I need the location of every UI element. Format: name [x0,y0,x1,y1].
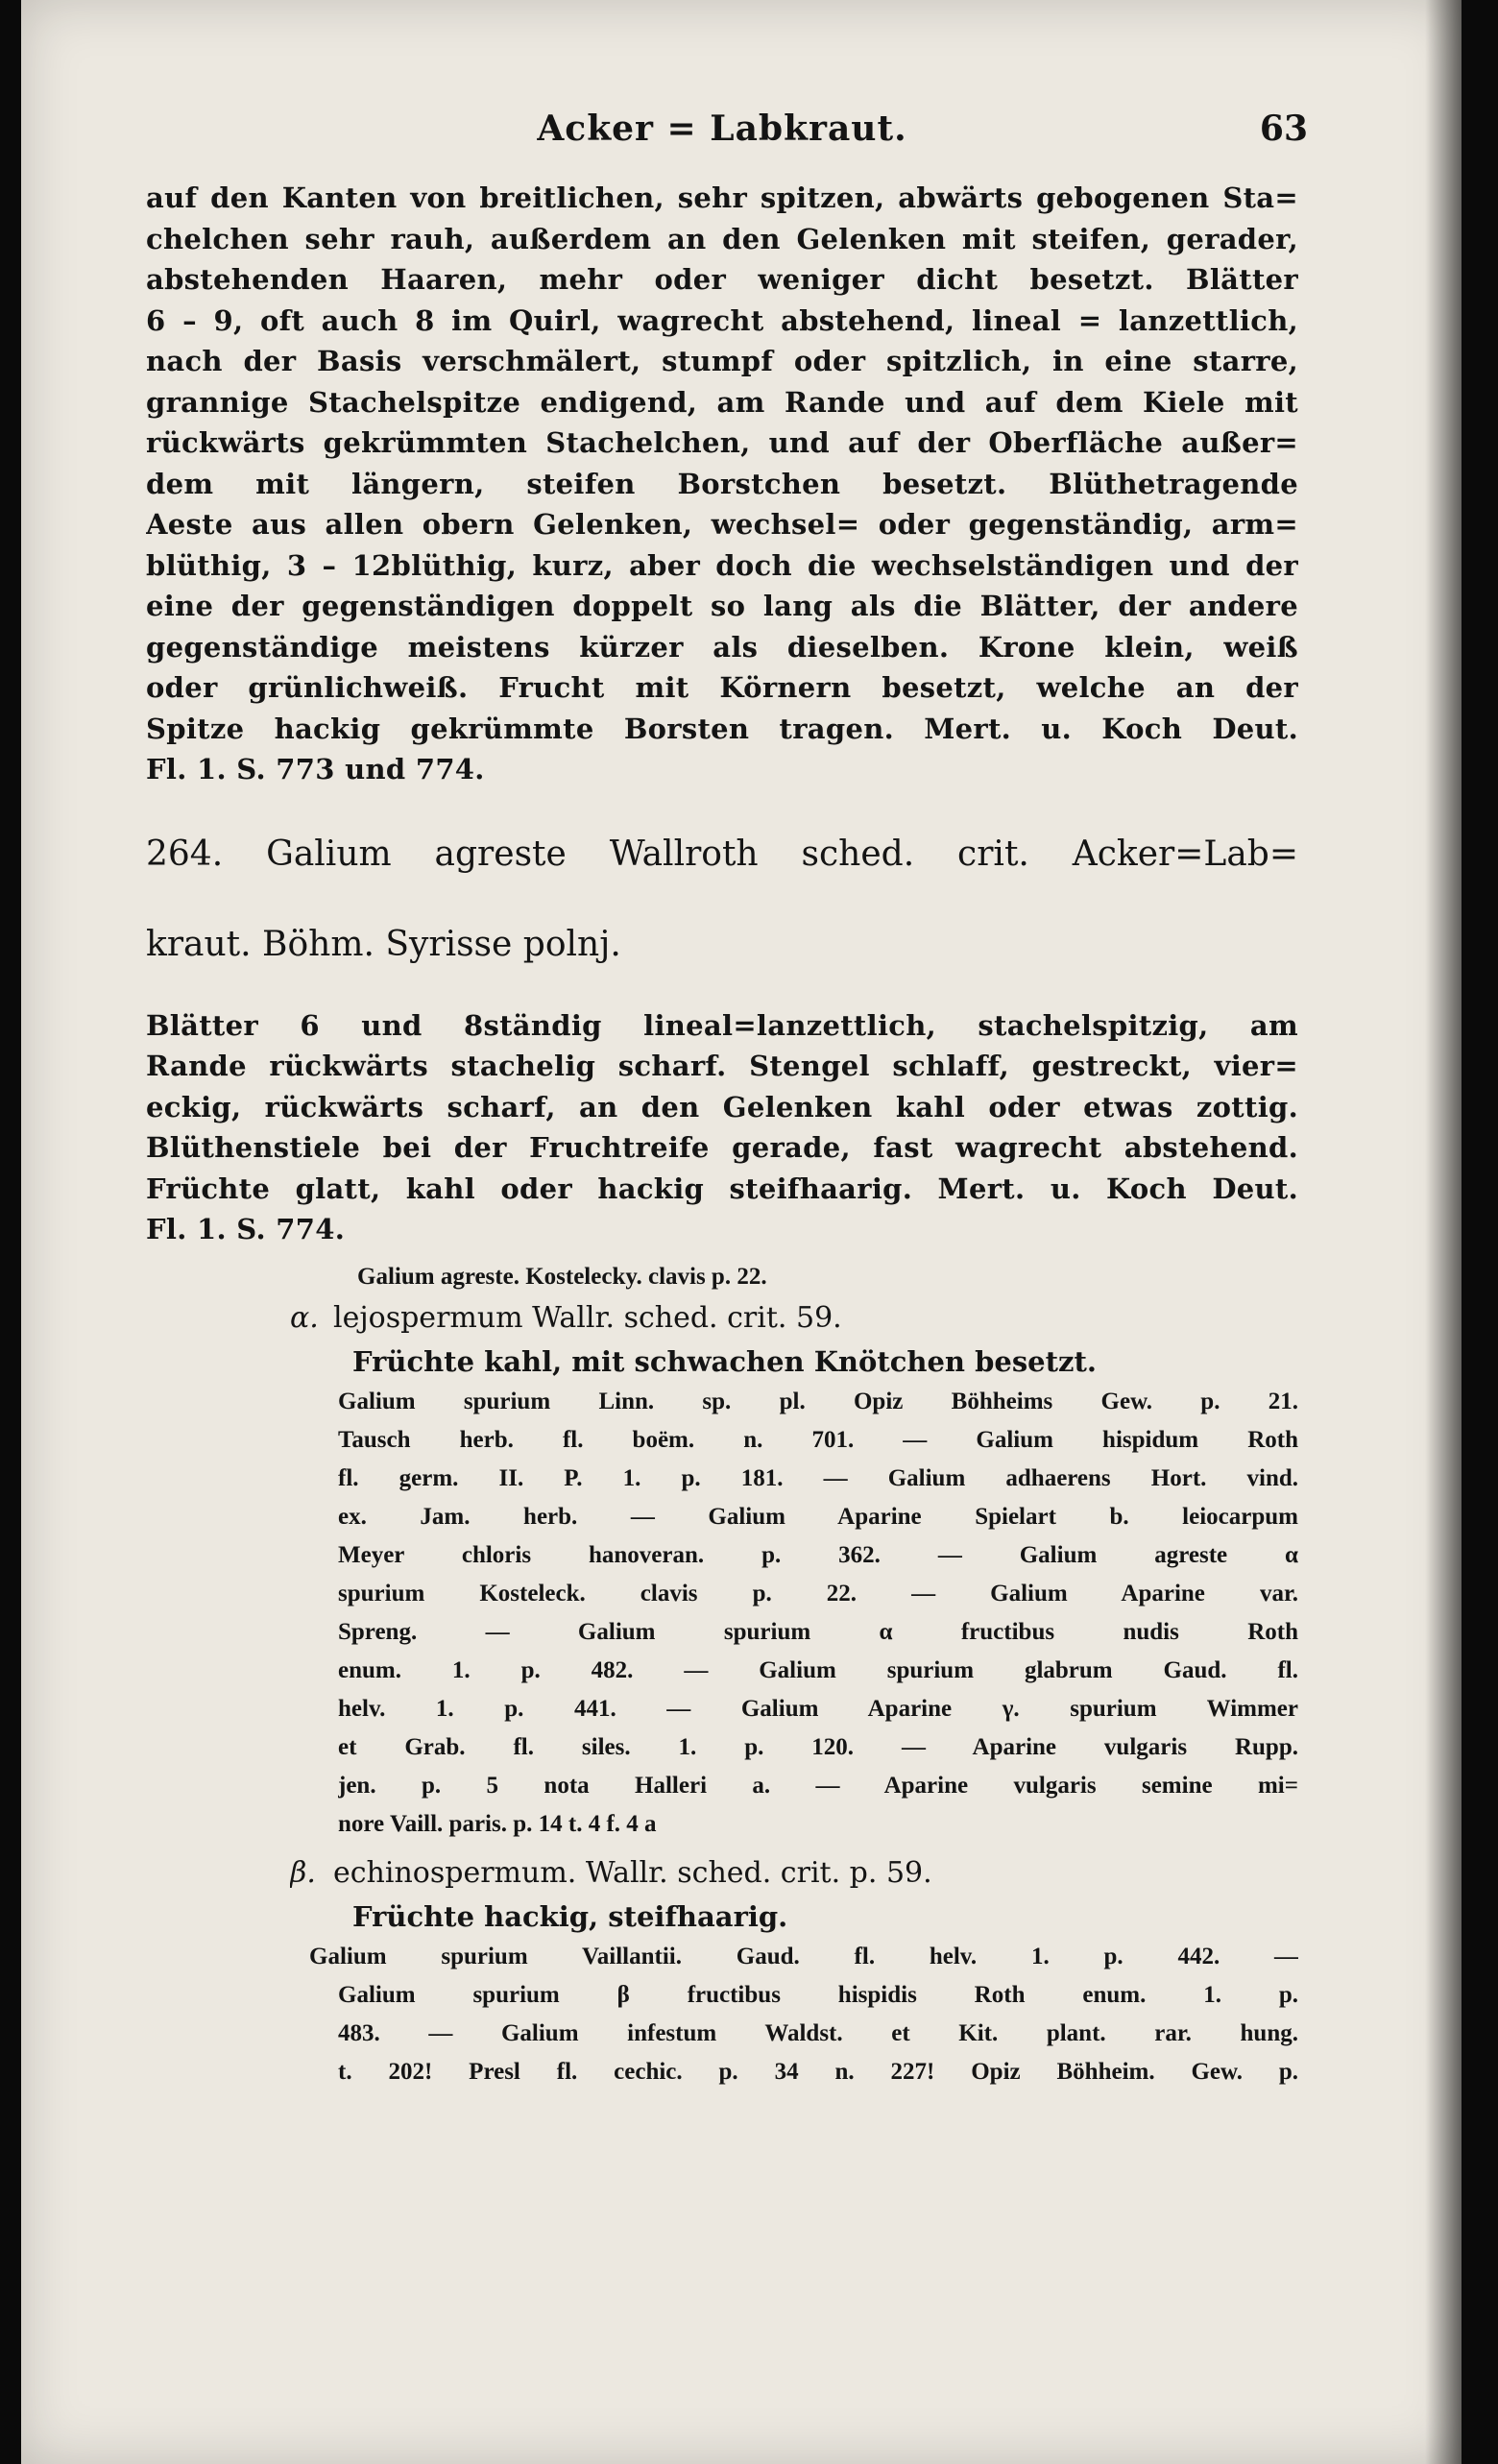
spacer [146,971,1298,1005]
synonym-line: fl. germ. II. P. 1. p. 181. — Galium adhaerens Hort. vind. [338,1464,1298,1491]
synonym-line: Galium spurium β fructibus hispidis Roth enum. 1. p. [338,1981,1298,2008]
synonym-line: Galium spurium Vaillantii. Gaud. fl. helv. 1. p. 442. — [309,1943,1298,1969]
synonym-line: nore Vaill. paris. p. 14 t. 4 f. 4 a [338,1810,657,1837]
text-line: Spitze hackig gekrümmte Borsten tragen. Mert. u. Koch Deut. [146,712,1298,745]
text-line: nach der Basis verschmälert, stumpf oder spitzlich, in eine starre, [146,345,1298,377]
text-line: eine der gegenständigen doppelt so lang als die Blätter, der andere [146,590,1298,622]
species-heading [146,829,1298,971]
text-line: 6 – 9, oft auch 8 im Quirl, wagrecht abstehend, lineal = lanzettlich, [146,303,1298,337]
synonym-line: enum. 1. p. 482. — Galium spurium glabrum Gaud. fl. [338,1656,1298,1683]
variety-name: lejospermum Wallr. sched. crit. 59. [333,1300,842,1335]
synonyms-alpha [146,1383,1298,1844]
synonym-line: Meyer chloris hanoveran. p. 362. — Galium agreste α [338,1541,1298,1568]
synonym-intro: Galium agreste. Kostelecky. clavis p. 22. [357,1263,767,1290]
text-line: Früchte glatt, kahl oder hackig steifhaarig. Mert. u. Koch Deut. [146,1172,1298,1205]
text-line: Blüthenstiele bei der Fruchtreife gerade, fast wagrecht abstehend. [146,1131,1298,1164]
page-number: 63 [1259,109,1308,149]
text-line: rückwärts gekrümmten Stachelchen, und auf der Oberfläche außer= [146,426,1298,459]
heading-line: 264. Galium agreste Wallroth sched. crit. Acker=Lab= [146,833,1298,874]
variety-beta [290,1851,1298,1896]
synonym-line: ex. Jam. herb. — Galium Aparine Spielart b. leiocarpum [338,1503,1298,1530]
synonym-line: Tausch herb. fl. boëm. n. 701. — Galium hispidum Roth [338,1426,1298,1453]
page-gutter-shadow [1425,0,1462,2464]
text-line: Blätter 6 und 8ständig lineal=lanzettlich, stachelspitzig, am [146,1008,1298,1042]
text-line: Rande rückwärts stachelig scharf. Stengel schlaff, gestreckt, vier= [146,1050,1298,1082]
variety-name: echinospermum. Wallr. sched. crit. p. 59. [333,1855,932,1890]
book-page [21,0,1462,2464]
synonym-line: Spreng. — Galium spurium α fructibus nudis Roth [338,1618,1298,1645]
variety-alpha [290,1296,1298,1341]
synonym-line: t. 202! Presl fl. cechic. p. 34 n. 227! Opiz Böhheim. Gew. p. [338,2058,1298,2085]
synonyms-beta [146,1938,1298,2091]
text-line: chelchen sehr rauh, außerdem an den Gelenken mit steifen, gerader, [146,222,1298,255]
synonym-line: jen. p. 5 nota Halleri a. — Aparine vulgaris semine mi= [338,1772,1298,1799]
variety-description: Früchte hackig, steifhaarig. [352,1899,788,1933]
text-line: dem mit längern, steifen Borstchen besetzt. Blüthetragende [146,467,1298,500]
text-line: blüthig, 3 – 12blüthig, kurz, aber doch die wechselständigen und der [146,548,1298,582]
paragraph-continued [146,178,1298,790]
running-title: Acker = Labkraut. [537,109,907,149]
synonym-line: 483. — Galium infestum Waldst. et Kit. plant. rar. hung. [338,2019,1298,2046]
species-description [146,1005,1298,1250]
variety-description: Früchte kahl, mit schwachen Knötchen besetzt. [352,1344,1097,1378]
synonym-line: spurium Kosteleck. clavis p. 22. — Galium Aparine var. [338,1580,1298,1606]
text-line: Fl. 1. S. 773 und 774. [146,753,485,785]
text-line: abstehenden Haaren, mehr oder weniger dicht besetzt. Blätter [146,263,1298,296]
synonym-line: et Grab. fl. siles. 1. p. 120. — Aparine vulgaris Rupp. [338,1733,1298,1760]
text-line: grannige Stachelspitze endigend, am Rande und auf dem Kiele mit [146,385,1298,419]
variety-mark: α. [290,1300,319,1335]
text-line: Aeste aus allen obern Gelenken, wechsel= oder gegenständig, arm= [146,508,1298,541]
synonym-line: helv. 1. p. 441. — Galium Aparine γ. spurium Wimmer [338,1695,1298,1722]
text-line: oder grünlichweiß. Frucht mit Körnern besetzt, welche an der [146,671,1298,704]
text-line: Fl. 1. S. 774. [146,1213,346,1245]
page-text [146,91,1308,2091]
heading-line: kraut. Böhm. Syrisse polnj. [146,924,621,964]
variety-mark: β. [290,1855,316,1890]
text-line: auf den Kanten von breitlichen, sehr spitzen, abwärts gebogenen Sta= [146,181,1298,214]
text-line: gegenständige meistens kürzer als dieselben. Krone klein, weiß [146,630,1298,664]
text-line: eckig, rückwärts scharf, an den Gelenken kahl oder etwas zottig. [146,1090,1298,1123]
running-header [146,91,1308,178]
synonym-line: Galium spurium Linn. sp. pl. Opiz Böhheims Gew. p. 21. [338,1388,1298,1414]
